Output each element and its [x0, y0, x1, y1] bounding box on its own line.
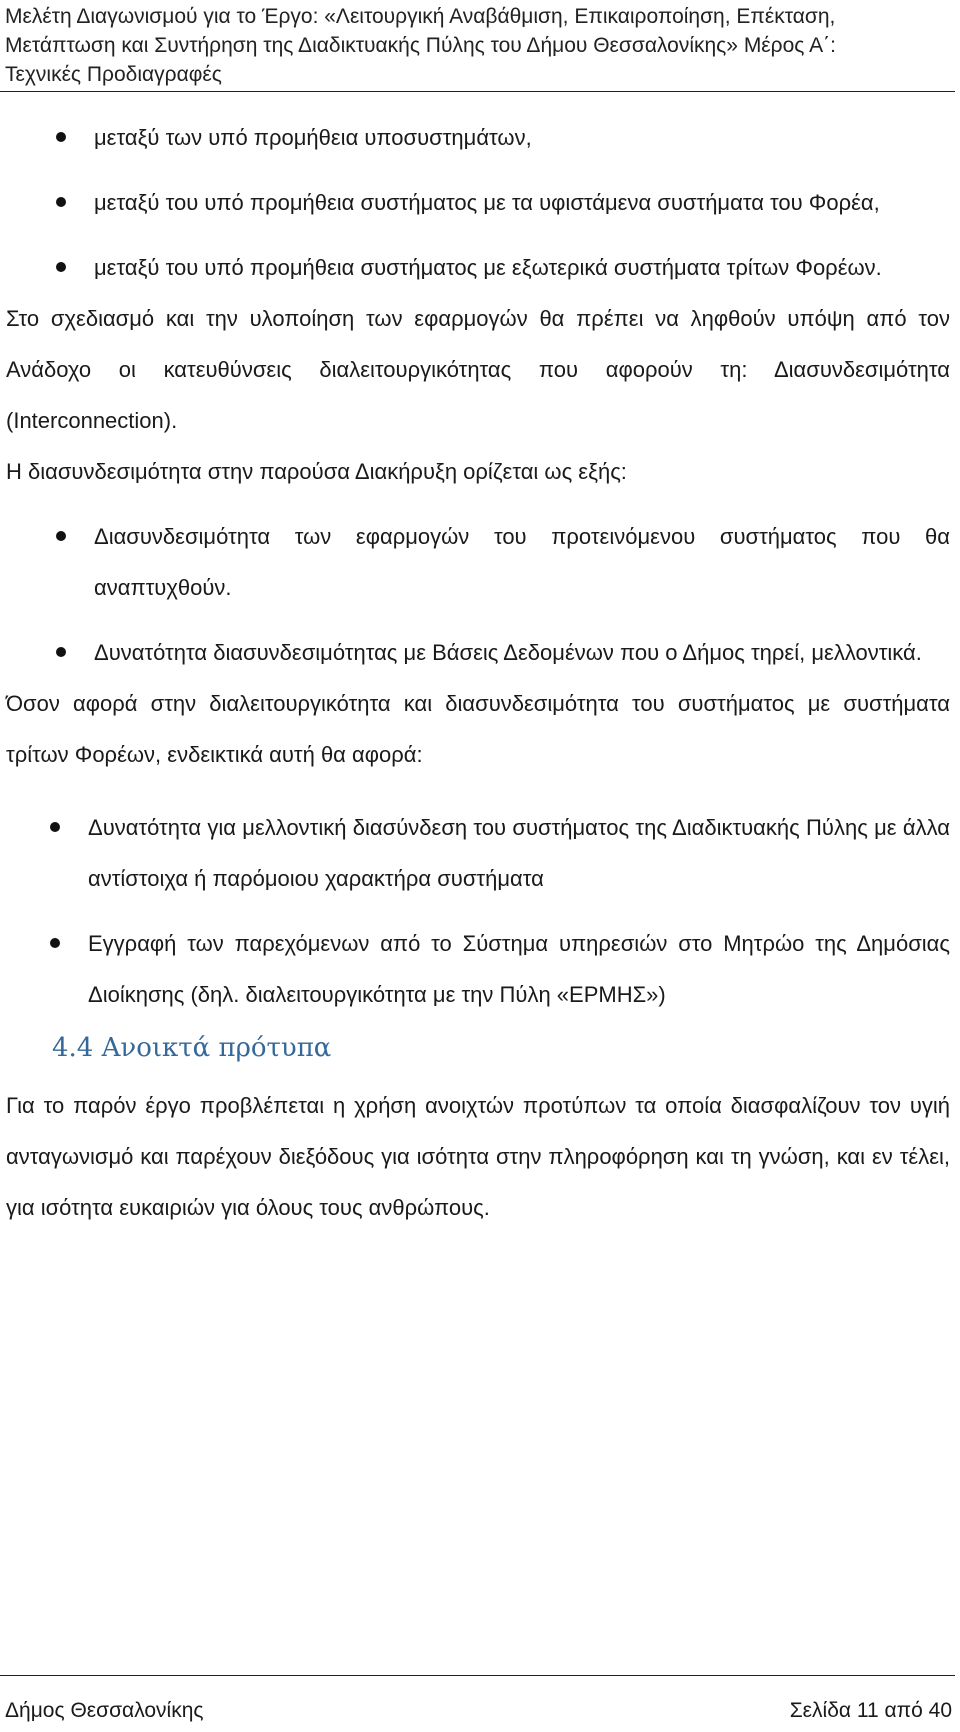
list-item	[6, 511, 950, 613]
page-content	[6, 112, 950, 1233]
bullet-list-third-party	[6, 802, 950, 1020]
list-item-text: Δυνατότητα διασυνδεσιμότητας με Βάσεις Δεδομένων που ο Δήμος τηρεί, μελλοντικά.	[94, 640, 922, 665]
paragraph-open-standards: Για το παρόν έργο προβλέπεται η χρήση ανοιχτών προτύπων τα οποία διασφαλίζουν τον υγιή ανταγωνισμό και παρέχουν διεξόδους για ισότητα στην πληροφόρηση και τη γνώση, και εν τέλει, για ισότητα ευκαιριών για όλους τους ανθρώπους.	[6, 1093, 950, 1220]
header-line-1: Μελέτη Διαγωνισμού για το Έργο: «Λειτουργική Αναβάθμιση, Επικαιροποίηση, Επέκταση,	[5, 5, 836, 28]
header-line-2: Μετάπτωση και Συντήρηση της Διαδικτυακής Πύλης του Δήμου Θεσσαλονίκης» Μέρος Α΄:	[5, 34, 836, 57]
bullet-icon	[56, 647, 66, 657]
bullet-list-interoperability	[6, 112, 950, 293]
header-line-3: Τεχνικές Προδιαγραφές	[5, 63, 222, 86]
bullet-icon	[56, 531, 66, 541]
bullet-icon	[56, 262, 66, 272]
list-item	[6, 802, 950, 904]
list-item-text: Διασυνδεσιμότητα των εφαρμογών του προτεινόμενου συστήματος που θα αναπτυχθούν.	[94, 524, 950, 600]
list-item-text: Εγγραφή των παρεχόμενων από το Σύστημα υπηρεσιών στο Μητρώο της Δημόσιας Διοίκησης (δηλ. διαλειτουργικότητα με την Πύλη «ΕΡΜΗΣ»)	[88, 931, 950, 1007]
list-item-text: μεταξύ των υπό προμήθεια υποσυστημάτων,	[94, 125, 532, 150]
footer-page-number: Σελίδα 11 από 40	[789, 1699, 952, 1722]
bullet-icon	[50, 938, 60, 948]
list-item	[6, 918, 950, 1020]
section-heading-open-standards: 4.4 Ανοικτά πρότυπα	[52, 1033, 332, 1063]
paragraph-connectivity-definition: Η διασυνδεσιμότητα στην παρούσα Διακήρυξη ορίζεται ως εξής:	[6, 459, 627, 484]
bullet-list-connectivity	[6, 511, 950, 678]
bullet-icon	[56, 197, 66, 207]
footer-organization: Δήμος Θεσσαλονίκης	[5, 1699, 204, 1722]
list-item	[6, 242, 950, 293]
list-item	[6, 627, 950, 678]
bullet-icon	[56, 132, 66, 142]
paragraph-third-party-systems: Όσον αφορά στην διαλειτουργικότητα και διασυνδεσιμότητα του συστήματος με συστήματα τρίτων Φορέων, ενδεικτικά αυτή θα αφορά:	[6, 691, 950, 767]
list-item-text: Δυνατότητα για μελλοντική διασύνδεση του συστήματος της Διαδικτυακής Πύλης με άλλα αντίστοιχα ή παρόμοιου χαρακτήρα συστήματα	[88, 815, 950, 891]
list-item-text: μεταξύ του υπό προμήθεια συστήματος με τα υφιστάμενα συστήματα του Φορέα,	[94, 190, 880, 215]
bullet-icon	[50, 822, 60, 832]
footer-divider	[0, 1675, 955, 1676]
list-item	[6, 177, 950, 228]
page-header	[5, 2, 955, 89]
paragraph-design-guidelines: Στο σχεδιασμό και την υλοποίηση των εφαρμογών θα πρέπει να ληφθούν υπόψη από τον Ανάδοχο οι κατευθύνσεις διαλειτουργικότητας που αφορούν τη: Διασυνδεσιμότητα (Interconnection).	[6, 306, 950, 433]
list-item-text: μεταξύ του υπό προμήθεια συστήματος με εξωτερικά συστήματα τρίτων Φορέων.	[94, 255, 882, 280]
header-divider	[0, 91, 955, 92]
list-item	[6, 112, 950, 163]
